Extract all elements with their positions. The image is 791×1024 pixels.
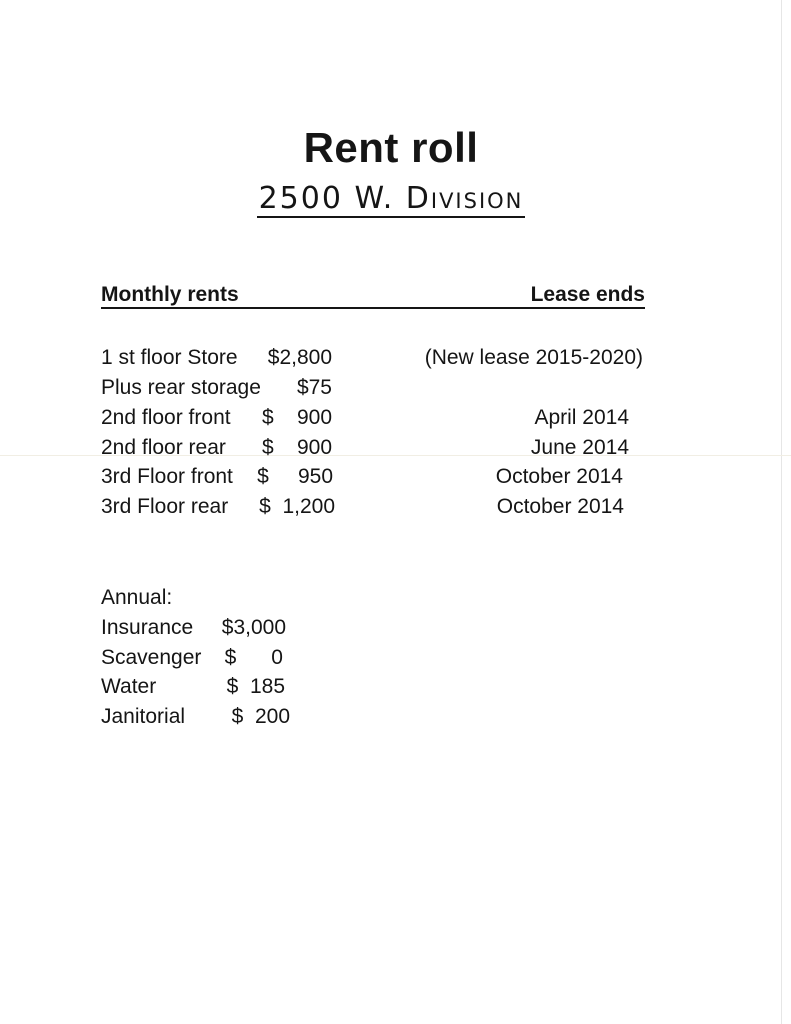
lease-end: October 2014 <box>495 465 623 488</box>
annual-item-label: Water <box>101 675 157 698</box>
lease-end: April 2014 <box>534 406 629 429</box>
annual-item-label: Janitorial <box>101 705 186 728</box>
annual-item-amount: $ 0 <box>224 646 283 669</box>
annual-item-amount: $ 200 <box>231 705 290 728</box>
lease-end: (New lease 2015-2020) <box>424 346 643 369</box>
address-text: 2500 W. Division <box>258 181 524 216</box>
lease-end: June 2014 <box>530 436 629 459</box>
annual-item-amount: $3,000 <box>221 616 286 639</box>
rent-unit: 1 st floor Store <box>101 346 238 369</box>
annual-item-amount: $ 185 <box>226 675 285 698</box>
lease-end: October 2014 <box>496 495 624 518</box>
rent-unit: 3rd Floor front <box>101 465 233 488</box>
rent-amount: $ 1,200 <box>259 495 335 518</box>
rent-amount: $ 900 <box>261 406 332 429</box>
page-subtitle <box>0 182 782 224</box>
annual-item-label: Insurance <box>101 616 194 639</box>
page-title: Rent roll <box>303 124 479 171</box>
rent-unit: 2nd floor rear <box>101 436 226 459</box>
rent-amount: $2,800 <box>267 346 332 369</box>
column-header-row <box>101 283 645 309</box>
lease-ends-header: Lease ends <box>530 283 645 306</box>
rent-unit: 2nd floor front <box>101 406 231 429</box>
rent-unit: 3rd Floor rear <box>101 495 229 518</box>
rent-amount: $ 950 <box>257 465 333 488</box>
annual-heading: Annual: <box>101 586 173 609</box>
rent-amount: $75 <box>296 376 332 399</box>
rent-unit: Plus rear storage <box>101 376 261 399</box>
rent-amount: $ 900 <box>261 436 332 459</box>
monthly-rents-header: Monthly rents <box>101 283 239 306</box>
annual-item-label: Scavenger <box>101 646 202 669</box>
